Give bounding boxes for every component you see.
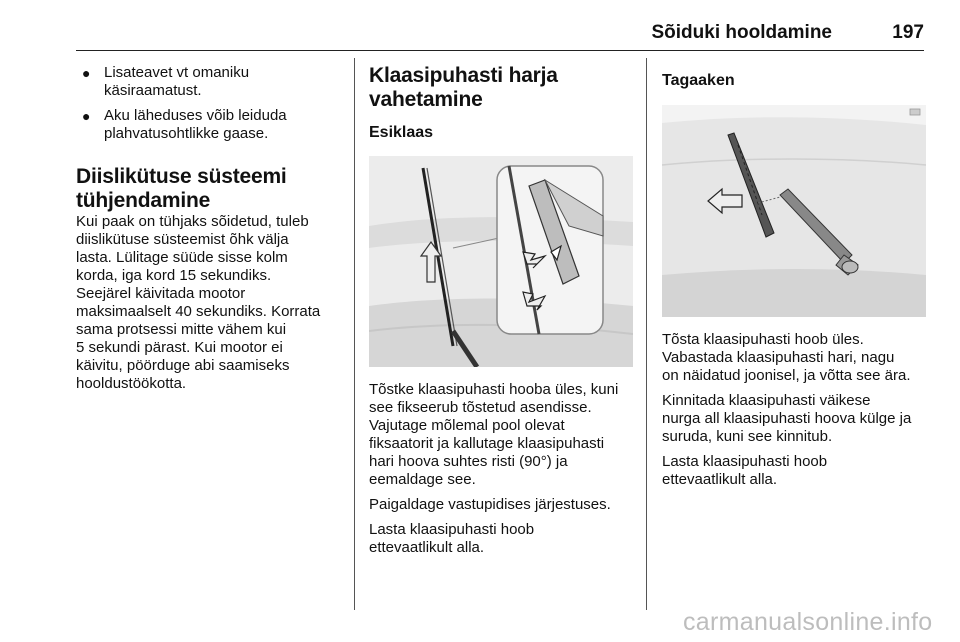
column-divider (646, 58, 647, 610)
body-paragraph: Tõstke klaasipuhasti hooba üles, kuni see fikseerub tõstetud asendisse. Vajutage mõlemal pool olevat fiksaatorit ja kallutage klaasipuhasti hari hoova suhtes risti (90°) ja eemaldage see. (369, 381, 619, 488)
body-paragraph: Lasta klaasipuhasti hoob ettevaatlikult alla. (662, 453, 828, 488)
wiper-rear-diagram-icon (662, 105, 926, 317)
watermark[interactable]: carmanualsonline.info (683, 608, 933, 636)
column-divider (354, 58, 355, 610)
section-heading: Diislikütuse süsteemi tühjendamine (76, 165, 287, 212)
body-paragraph: Kui paak on tühjaks sõidetud, tuleb diislikütuse süsteemist õhk välja lasta. Lülitage süüde sisse kolm korda, iga kord 15 sekundiks. Seejärel käivitada mootor maksimaalselt 40 sekundiks. Korrata sama protsessi mitte vähem kui 5 sekundi pärast. Kui mootor ei käivitu, pöörduge abi saamiseks hooldustöökotta. (76, 213, 321, 392)
body-paragraph: Paigaldage vastupidises järjestuses. (369, 496, 611, 513)
body-paragraph: Lasta klaasipuhasti hoob ettevaatlikult alla. (369, 521, 535, 556)
body-paragraph: Kinnitada klaasipuhasti väikese nurga all klaasipuhasti hoova külge ja suruda, kuni see kinnitub. (662, 392, 912, 445)
subheading-rear: Tagaaken (662, 72, 735, 89)
page-header (76, 0, 924, 51)
bullet-icon: ● (82, 108, 91, 124)
column-left (76, 58, 348, 400)
page-number: 197 (892, 22, 924, 43)
column-middle (369, 58, 633, 564)
wiper-front-diagram-icon (369, 156, 633, 367)
bullet-icon: ● (82, 65, 91, 81)
list-item: ● Lisateavet vt omaniku käsiraamatust. (82, 64, 250, 99)
section-heading: Klaasipuhasti harja vahetamine (369, 64, 558, 111)
header-title: Sõiduki hooldamine (651, 22, 832, 43)
subheading-front: Esiklaas (369, 124, 434, 141)
body-paragraph: Tõsta klaasipuhasti hoob üles. Vabastada klaasipuhasti hari, nagu on näidatud joonisel, ja võtta see ära. (662, 331, 911, 384)
column-right (662, 58, 928, 496)
list-item: ● Aku läheduses võib leiduda plahvatusohtlikke gaase. (82, 107, 287, 142)
bullet-list (76, 64, 348, 143)
